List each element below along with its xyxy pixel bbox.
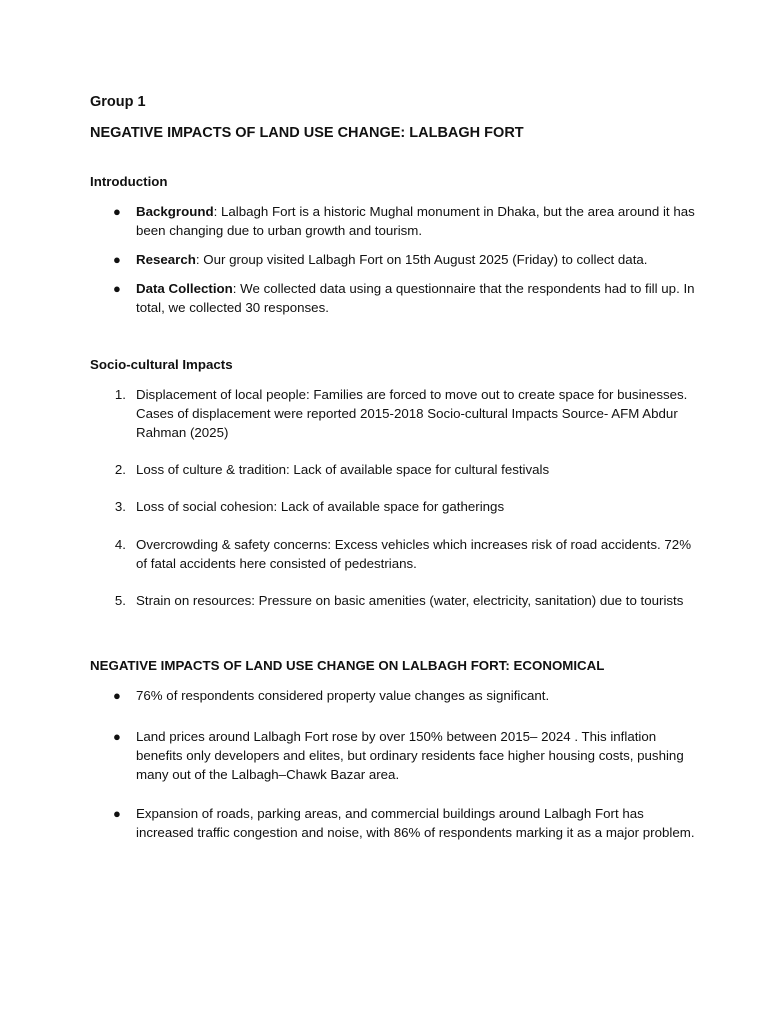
intro-item-text: : We collected data using a questionnaire that the respondents had to fill up. In total, we collected 30 responses. bbox=[136, 281, 695, 315]
intro-item-text: : Our group visited Lalbagh Fort on 15th August 2025 (Friday) to collect data. bbox=[195, 252, 648, 267]
intro-item-data-collection bbox=[136, 279, 696, 317]
socio-item-resources: Strain on resources: Pressure on basic amenities (water, electricity, sanitation) due to tourists bbox=[136, 593, 684, 608]
intro-item-label: Data Collection bbox=[136, 281, 233, 296]
socio-item-overcrowding: Overcrowding & safety concerns: Excess vehicles which increases risk of road accidents. 72% of fatal accidents here consisted of pedestrians. bbox=[136, 537, 692, 571]
list-number: 3. bbox=[114, 499, 126, 514]
group-label: Group 1 bbox=[90, 94, 146, 110]
bullet-icon: ● bbox=[113, 204, 121, 219]
bullet-icon: ● bbox=[113, 729, 121, 744]
socio-item-displacement: Displacement of local people: Families are forced to move out to create space for businesses. Cases of displacement were reported 2015-2018 Socio-cultural Impacts Source- AFM Abdur Rahman (2025) bbox=[136, 387, 688, 440]
list-number: 1. bbox=[114, 387, 126, 402]
bullet-icon: ● bbox=[113, 806, 121, 821]
socio-cultural-heading: Socio-cultural Impacts bbox=[90, 357, 233, 372]
economical-item-property-value: 76% of respondents considered property value changes as significant. bbox=[136, 688, 550, 703]
list-number: 4. bbox=[114, 537, 126, 552]
intro-item-label: Background bbox=[136, 204, 214, 219]
bullet-icon: ● bbox=[113, 688, 121, 703]
intro-item-background bbox=[136, 202, 696, 240]
intro-item-label: Research bbox=[136, 252, 196, 267]
intro-item-research bbox=[136, 250, 696, 269]
bullet-icon: ● bbox=[113, 281, 121, 296]
economical-heading: NEGATIVE IMPACTS OF LAND USE CHANGE ON LALBAGH FORT: ECONOMICAL bbox=[90, 658, 605, 673]
economical-item-land-prices: Land prices around Lalbagh Fort rose by over 150% between 2015– 2024 . This inflation benefits only developers and elites, but ordinary residents face higher housing costs, pushing many out of the Lalbagh–Chawk Bazar area. bbox=[136, 729, 684, 782]
list-number: 2. bbox=[114, 462, 126, 477]
introduction-heading: Introduction bbox=[90, 174, 168, 189]
document-title: NEGATIVE IMPACTS OF LAND USE CHANGE: LALBAGH FORT bbox=[90, 125, 524, 141]
list-number: 5. bbox=[114, 593, 126, 608]
socio-item-culture: Loss of culture & tradition: Lack of available space for cultural festivals bbox=[136, 462, 550, 477]
intro-item-text: : Lalbagh Fort is a historic Mughal monument in Dhaka, but the area around it has been changing due to urban growth and tourism. bbox=[136, 204, 695, 238]
socio-item-cohesion: Loss of social cohesion: Lack of available space for gatherings bbox=[136, 499, 505, 514]
bullet-icon: ● bbox=[113, 252, 121, 267]
economical-item-traffic: Expansion of roads, parking areas, and commercial buildings around Lalbagh Fort has increased traffic congestion and noise, with 86% of respondents marking it as a major problem. bbox=[136, 806, 695, 840]
